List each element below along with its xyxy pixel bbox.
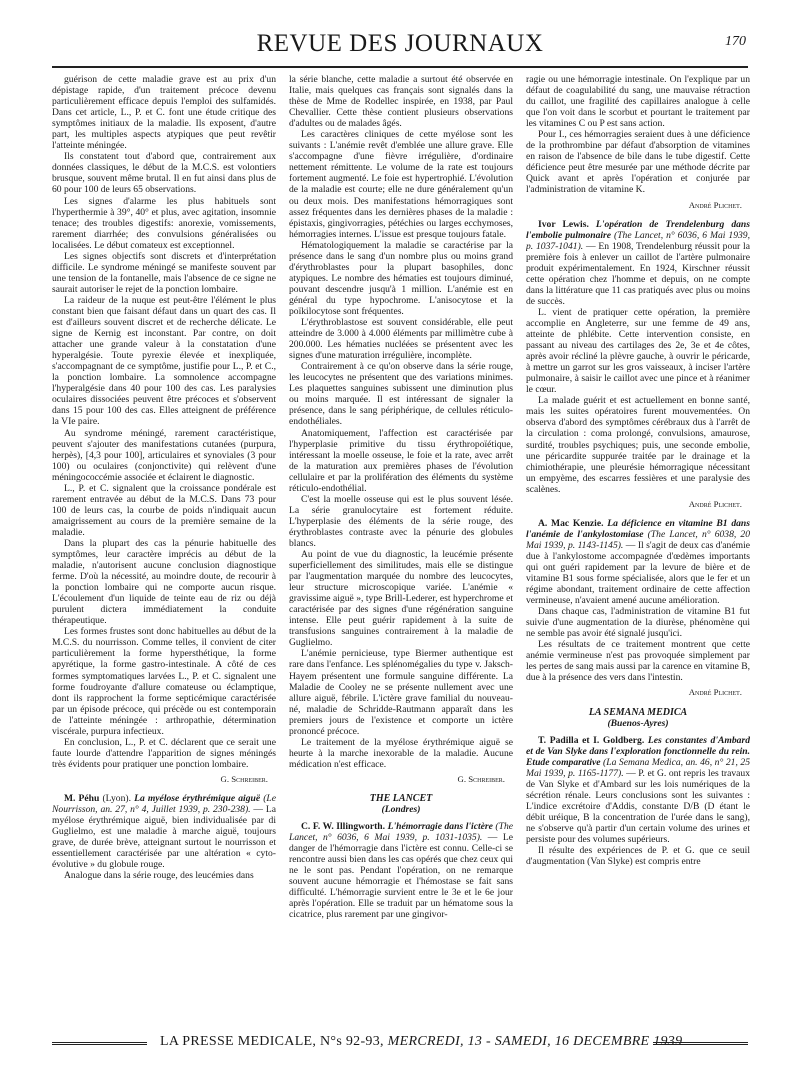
page-number: 170 xyxy=(725,34,746,49)
article-author: A. Mac Kenzie. xyxy=(538,517,604,529)
paragraph: ragie ou une hémorragie intestinale. On l'explique par un défaut de coagulabilité du sang, une mauvaise rétraction du caillot, une fragilité des capillaires analogue à celle que l'on voit dans le scorbut et pourtant le traitement par les vitamines C ou P est sans action. xyxy=(526,74,750,130)
article-author: T. Padilla et I. Goldberg. xyxy=(538,734,645,746)
footer-rule-right xyxy=(653,1042,748,1045)
paragraph: Contrairement à ce qu'on observe dans la série rouge, les leucocytes ne présentent que des variations minimes. Les plaquettes sanguines subissent une diminution plus ou moins marquée. Il est intéressant de signaler la présence, dans le sang périphérique, de cellules réticulo-endothéliales. xyxy=(289,361,513,428)
article-title: L'hémorragie dans l'ictère xyxy=(387,821,493,833)
column-3 xyxy=(526,74,750,1009)
article-author: Ivor Lewis. xyxy=(538,218,589,230)
footer-text xyxy=(160,1034,683,1050)
paragraph: Les signes objectifs sont discrets et d'interprétation difficile. Le syndrome méningé se manifeste souvent par une tension de la fontanelle, mais l'absence de ce signe ne saurait autoriser le rejet de la ponction lombaire. xyxy=(52,250,276,295)
author-signature: G. Schreiber. xyxy=(220,773,268,784)
article-reference: (Le Nourrisson, an. 27, n° 4, Juillet 1939, p. 230-238). xyxy=(52,793,276,816)
footer-journal: LA PRESSE MEDICALE, N°s 92-93, xyxy=(160,1034,384,1049)
paragraph: Analogue dans la série rouge, des leucémies dans xyxy=(64,870,254,882)
paragraph: Les formes frustes sont donc habituelles au début de la M.C.S. du nourrisson. Comme telles, il convient de citer particulièrement la forme hypersthétique, la forme apyrétique, la forme gastro-intestinale. A côté de ces formes symptomatiques larvées L., P. et C. signalent une forme foudroyante d'allure comateuse ou éclamptique, dont ils rapprochent la forme septicémique caractérisée par un épisode précoce, qui précède ou est contemporain de l'atteinte méningée : arthropathie, détermination viscérale, purpura infectieux. xyxy=(52,626,276,737)
paragraph: La malade guérit et est actuellement en bonne santé, mais les suites opératoires furent mouvementées. On observa d'abord des symptômes cérébraux dus à l'arrêt de la circulation : coma prolongé, convulsions, amaurose, surdité, troubles psychiques; puis, une seconde embolie, une péricardite suppurée traitée par le drainage et la chimiothérapie, une pleurésie hémorragique nécessitant un empyème, des escarres fessières et une paralysie des scalènes. xyxy=(526,395,750,495)
paragraph: C'est la moelle osseuse qui est le plus souvent lésée. La série granulocytaire est fortement réduite. L'hyperplasie des éléments de la série rouge, des érythroblastes contraste avec la pénurie des globules blancs. xyxy=(289,493,513,549)
page-footer xyxy=(52,1034,748,1056)
paragraph: Il résulte des expériences de P. et G. que ce seuil d'augmentation (Van Slyke) est compris entre xyxy=(526,845,750,868)
paragraph: Dans la plupart des cas la pénurie habituelle des symptômes, leur caractère imprécis au début de la maladie, n'autorisent aucune conclusion diagnostique ferme. D'où la nécessité, au moindre doute, de recourir à la ponction lombaire qui ne comporte aucun risque. L'écoulement d'un liquide de teinte eau de riz ou déjà purulent dictera immédiatement la conduite thérapeutique. xyxy=(52,537,276,627)
author-signature: André Plichet. xyxy=(688,687,742,698)
column-1 xyxy=(52,74,276,1009)
article-text: — Le danger de l'hémorragie dans l'ictère est connu. Celle-ci se rencontre aussi bien dans les cas opérés que chez ceux qui ne le sont pas. Pendant l'opération, on ne remarque souvent aucune hémorragie et l'hémostase se fait sans difficulté. L'hémorragie survient entre le 3e et le 6e jour après l'opération. Elle se traduit par un hématome sous la cicatrice, plus rarement par une gingivor- xyxy=(289,832,513,921)
paragraph: Les caractères cliniques de cette myélose sont les suivants : L'anémie revêt d'emblée une allure grave. Elle s'accompagne d'une fièvre irrégulière, d'ordinaire nettement rémittente. Le volume de la rate est toujours fortement augmenté. Le foie est hypertrophié. L'évolution de la maladie est courte; elle ne dure généralement qu'un ou deux mois. Des manifestations hémorragiques sont assez fréquentes dans les dernières phases de la maladie : épistaxis, gingivorragies, pétéchies ou larges ecchymoses, hémorragies internes. L'issue est presque toujours fatale. xyxy=(289,129,513,240)
author-signature: André Plichet. xyxy=(688,498,742,509)
paragraph: la série blanche, cette maladie a surtout été observée en Italie, mais quelques cas français sont signalés dans la thèse de Mme de Rodellec inspirée, en 1938, par Paul Chevallier. Cette thèse contient plusieurs observations d'adultes ou de malades âgés. xyxy=(289,74,513,130)
journal-heading: THE LANCET xyxy=(369,793,433,804)
article-author: C. F. W. Illingworth. xyxy=(301,821,386,833)
paragraph: En conclusion, L., P. et C. déclarent que ce serait une faute lourde d'attendre l'apparition de signes méningés très évidents pour pratiquer une ponction lombaire. xyxy=(52,736,276,770)
article-columns xyxy=(52,74,750,1009)
article-text: — La myélose érythrémique aiguë, bien individualisée par di Guglielmo, est une maladie à marche aiguë, toujours grave, de durée brève, atteignant surtout le nourrisson et essentiellement caractérisée par une altération « cyto-évolutive » du globule rouge. xyxy=(52,804,276,871)
paragraph: Dans chaque cas, l'administration de vitamine B1 fut suivie d'une augmentation de la diurèse, phénomène qui ne semble pas avoir été signalé jusqu'ici. xyxy=(526,606,750,640)
paragraph: La raideur de la nuque est peut-être l'élément le plus constant bien que faisant défaut dans un quart des cas. Il est d'ailleurs souvent discret et de recherche délicate. Le signe de Kernig est inconstant. Par contre, on doit attacher une grande valeur à la constatation d'une hyperalgésie. Toute pyrexie élevée et inexpliquée, s'accompagnant de ce symptôme, justifie pour L., P. et C., la ponction lombaire. La somnolence accompagne l'hyperalgésie dans 40 pour 100 des cas. Les paralysies oculaires dissociées peuvent être précoces et s'observent dans 15 pour 100 des cas. Elles atteignent de préférence la VIe paire. xyxy=(52,294,276,428)
page-header xyxy=(52,28,748,60)
paragraph: Anatomiquement, l'affection est caractérisée par l'hyperplasie primitive du tissu érythropoïétique, intéressant la moelle osseuse, le foie et la rate, avec arrêt de la maturation aux premières phases de l'évolution cellulaire et par la prolifération des éléments du système réticulo-endothélial. xyxy=(289,427,513,494)
paragraph: L. vient de pratiquer cette opération, la première accomplie en Angleterre, sur une femme de 49 ans, atteinte de phlébite. Cette intervention consiste, en passant au niveau des cartilages des 2e, 3e et 4e côtes, après avoir récliné la plèvre gauche, à ouvrir le péricarde, à mettre un garrot sur les gros vaisseaux, à inciser l'artère pulmonaire, à saisir le caillot avec une pince et à réanimer le cœur. xyxy=(526,306,750,396)
article-reference: (The Lancet, n° 6038, 20 Mai 1939, p. 1143-1145). xyxy=(526,528,750,551)
article-author: M. Péhu xyxy=(64,793,100,804)
paragraph: guérison de cette maladie grave est au prix d'un dépistage rapide, d'un traitement précoce devenu particulièrement efficace depuis l'emploi des sulfamidés. Dans cet article, L., P. et C. font une étude critique des symptômes initiaux de la maladie. Ils exposent, d'autre part, les multiples aspects atypiques que peut revêtir l'atteinte méningée. xyxy=(52,74,276,152)
paragraph: L., P. et C. signalent que la croissance pondérale est rarement entravée au début de la M.C.S. Dans 73 pour 100 de leurs cas, la courbe de poids n'indiquait aucun amaigrissement au cours de la première semaine de la maladie. xyxy=(52,482,276,538)
article-reference: (The Lancet, n° 6036, 6 Mai 1939, p. 1031-1035). xyxy=(289,821,513,844)
article-text: — En 1908, Trendelenburg réussit pour la première fois à enlever un caillot de l'artère pulmonaire produit expérimentalement. En 1924, Kirschner réussit cette opération chez l'homme et depuis, on ne compte dans la littérature que 11 cas pratiqués avec plus ou moins de succès. xyxy=(526,240,750,307)
author-signature: André Plichet. xyxy=(688,199,742,210)
article-title: Les constantes d'Ambard et de Van Slyke dans l'exploration fonctionnelle du rein. Etude comparative xyxy=(526,734,750,768)
article-abstract xyxy=(526,518,750,606)
footer-date: MERCREDI, 13 - SAMEDI, 16 DECEMBRE 1939 xyxy=(387,1034,683,1049)
article-title: La déficience en vitamine B1 dans l'anémie de l'ankylostomiase xyxy=(526,517,750,540)
paragraph: Les résultats de ce traitement montrent que cette anémie vermineuse n'est pas provoquée simplement par les pertes de sang mais aussi par la carence en vitamine B, due à la présence des vers dans l'intestin. xyxy=(526,639,750,684)
column-2 xyxy=(289,74,513,1009)
article-reference: (The Lancet, n° 6036, 6 Mai 1939, p. 1037-1041). xyxy=(526,229,750,252)
journal-heading: LA SEMANA MEDICA xyxy=(588,706,688,718)
article-text: — Il s'agit de deux cas d'anémie due à l'ankylostome accompagnée d'œdèmes importants qui ont guéri rapidement par la levure de bière et de vitamine B1 sous forme spécialisée, alors que le fer et un régime abondant, traitement ordinaire de cette affection vermineuse, n'avaient amené aucune amélioration. xyxy=(526,539,750,607)
header-rule xyxy=(52,66,748,68)
paragraph: Au syndrome méningé, rarement caractéristique, peuvent s'ajouter des manifestations cutanées (purpura, herpès), [4,3 pour 100], articulaires et synoviales (3 pour 100) ou oculaires (conjonctivite) qui relèvent d'une méningococcémie associée et éclairent le diagnostic. xyxy=(52,427,276,483)
journal-city: (Buenos-Ayres) xyxy=(607,717,669,729)
paragraph: L'anémie pernicieuse, type Biermer authentique est rare dans l'enfance. Les splénomégalies du type v. Jaksch-Hayem présentent une formule sanguine différente. La Maladie de Cooley ne se présente nullement avec une allure aiguë, fébrile. L'ictère grave familial du nouveau-né, maladie de Schridde-Rautmann apparaît dans les premiers jours de l'existence et comporte un ictère prononcé précoce. xyxy=(289,648,513,737)
footer-rule-left xyxy=(52,1042,147,1045)
article-reference: (La Semana Medica, an. 46, n° 21, 25 Mai 1939, p. 1165-1177). xyxy=(526,756,750,779)
paragraph: Hématologiquement la maladie se caractérise par la présence dans le sang d'un nombre plus ou moins grand d'érythroblastes pour la plupart basophiles, donc atypiques. Le nombre des hématies est toujours diminué, pouvant descendre jusqu'à 1 million. L'anémie est en général du type hypochrome. L'anisocytose et la poïkilocytose sont fréquentes. xyxy=(289,239,513,317)
paragraph: Le traitement de la myélose érythrémique aiguë se heurte à la marche inexorable de la maladie. Aucune médication n'est efficace. xyxy=(289,736,513,770)
article-text: — P. et G. ont repris les travaux de Van Slyke et d'Ambard sur les lois numériques de la sécrétion rénale. Leurs conclusions sont les suivantes : L'indice excrétoire d'Addis, constante D/B (D étant le débit uréique, B la concentration de l'urée dans le sang), ne s'observe qu'à partir d'un certain volume des urines et persiste pour des volumes supérieurs. xyxy=(526,767,750,846)
article-title: L'opération de Trendelenburg dans l'embolie pulmonaire xyxy=(526,218,750,241)
paragraph: Ils constatent tout d'abord que, contrairement aux données classiques, le début de la M.C.S. est volontiers brusque, souvent même brutal. Il en fut ainsi dans plus de 60 pour 100 de leurs 65 observations. xyxy=(52,151,276,196)
article-origin: (Lyon). xyxy=(99,793,135,804)
paragraph: Pour I., ces hémorragies seraient dues à une déficience de la prothrombine par défaut d'absorption de vitamines en raison de l'absence de bile dans le tube digestif. Cette déficience peut être mesurée par une méthode décrite par Quick avant et après l'opération et conjurée par l'administration de vitamine K. xyxy=(526,129,750,196)
article-abstract xyxy=(526,735,750,845)
article-origin xyxy=(589,219,596,230)
article-title: La myélose érythrémique aiguë xyxy=(134,793,261,804)
journal-section-title: REVUE DES JOURNAUX xyxy=(256,30,544,57)
paragraph: L'érythroblastose est souvent considérable, elle peut atteindre de 3.000 à 4.000 éléments par millimètre cube à 200.000. Les hématies nucléées se présentent avec les signes d'une maturation irrégulière, incomplète. xyxy=(289,317,513,362)
paragraph: Au point de vue du diagnostic, la leucémie présente superficiellement des similitudes, mais elle se distingue par l'augmentation marquée du nombre des leucocytes, leur structure microscopique variée. L'anémie « gravissime aiguë », type Brill-Lederer, est hyperchrome et caractérisée par des signes d'une régénération sanguine intense. Elle peut guérir rapidement à la suite de transfusions sanguines contrairement à la maladie de Guglielmo. xyxy=(289,549,513,649)
article-abstract xyxy=(526,219,750,307)
author-signature: G. Schreiber. xyxy=(457,773,505,784)
paragraph: Les signes d'alarme les plus habituels sont l'hyperthermie à 39°, 40° et plus, avec agitation, insomnie tenace; des troubles digestifs: anorexie, vomissements, rarement diarrhée; des convulsions généralisées ou localisées. Le début comateux est exceptionnel. xyxy=(52,195,276,251)
journal-city: (Londres) xyxy=(381,804,421,816)
article-abstract xyxy=(289,821,513,920)
article-abstract xyxy=(52,793,276,870)
